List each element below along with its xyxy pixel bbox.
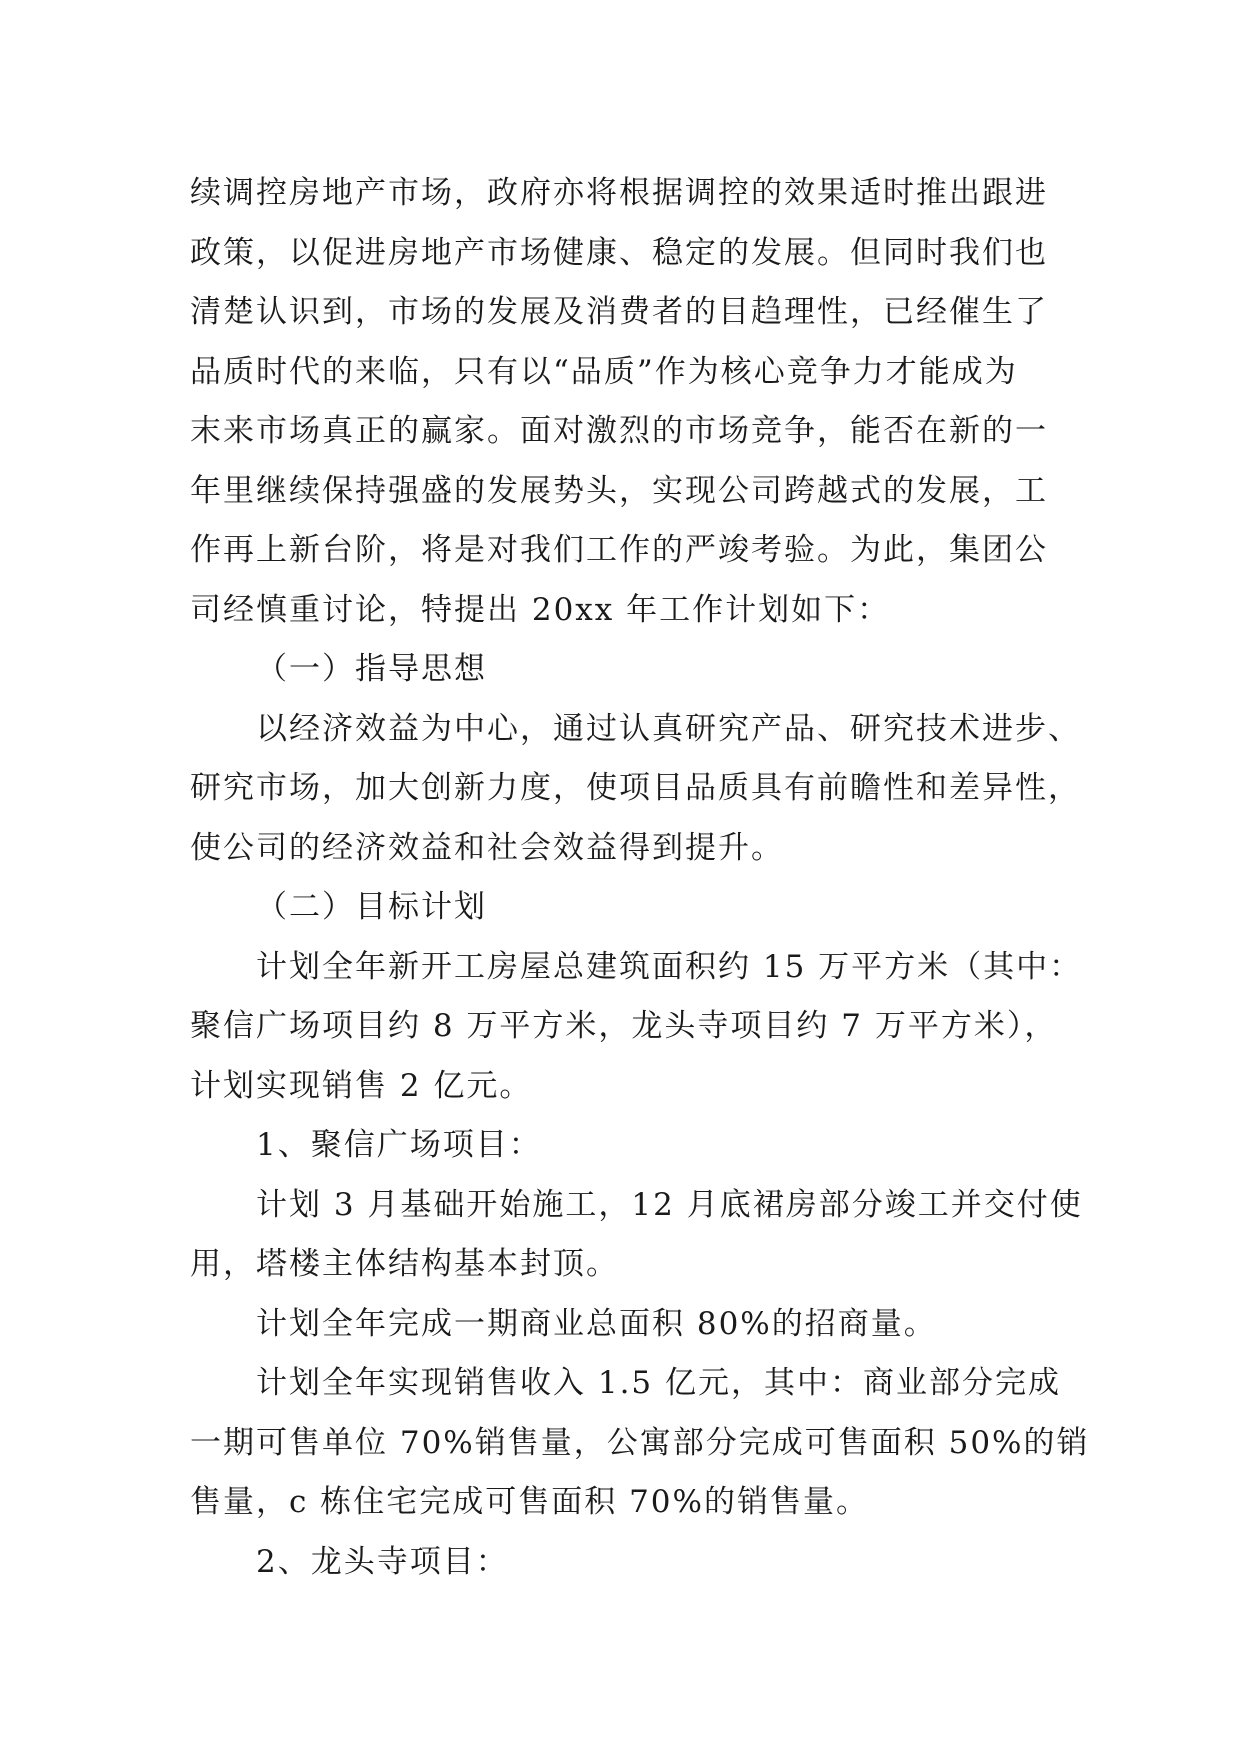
text-line: 年里继续保持强盛的发展势头，实现公司跨越式的发展，工 bbox=[190, 472, 1048, 509]
subheading-juxin-square: 1、聚信广场项目： bbox=[256, 1127, 542, 1163]
text-line: 清楚认识到，市场的发展及消费者的目趋理性，已经催生了 bbox=[190, 294, 1048, 330]
text-line: 聚信广场项目约 8 万平方米，龙头寺项目约 7 万平方米）， bbox=[190, 1008, 1058, 1044]
section-heading-guiding-ideology: （一）指导思想 bbox=[256, 651, 487, 687]
text-line: 品质时代的来临，只有以“品质”作为核心竞争力才能成为 bbox=[190, 353, 1018, 390]
text-line: 售量，c 栋住宅完成可售面积 70%的销售量。 bbox=[190, 1484, 869, 1520]
text-line: 计划 3 月基础开始施工，12 月底裙房部分竣工并交付使 bbox=[256, 1186, 1083, 1223]
text-line: 使公司的经济效益和社会效益得到提升。 bbox=[190, 829, 784, 866]
section-heading-target-plan: （二）目标计划 bbox=[256, 889, 487, 925]
subheading-longtousi: 2、龙头寺项目： bbox=[256, 1543, 509, 1580]
text-line: 研究市场，加大创新力度，使项目品质具有前瞻性和差异性， bbox=[190, 770, 1081, 806]
text-line: 政策，以促进房地产市场健康、稳定的发展。但同时我们也 bbox=[190, 234, 1048, 271]
text-line: 计划实现销售 2 亿元。 bbox=[190, 1067, 533, 1104]
text-line: 计划全年实现销售收入 1.5 亿元，其中：商业部分完成 bbox=[256, 1365, 1062, 1401]
text-line: 一期可售单位 70%销售量，公寓部分完成可售面积 50%的销 bbox=[190, 1424, 1090, 1461]
text-line: 计划全年新开工房屋总建筑面积约 15 万平方米（其中： bbox=[256, 948, 1083, 985]
text-line: 以经济效益为中心，通过认真研究产品、研究技术进步、 bbox=[256, 710, 1081, 747]
document-body bbox=[190, 164, 1090, 1592]
text-line: 司经慎重讨论，特提出 20xx 年工作计划如下： bbox=[190, 591, 891, 628]
text-line: 末来市场真正的赢家。面对激烈的市场竞争，能否在新的一 bbox=[190, 413, 1048, 449]
text-line: 作再上新台阶，将是对我们工作的严竣考验。为此，集团公 bbox=[190, 532, 1048, 568]
text-line: 续调控房地产市场，政府亦将根据调控的效果适时推出跟进 bbox=[190, 175, 1048, 211]
text-line: 计划全年完成一期商业总面积 80%的招商量。 bbox=[256, 1305, 937, 1342]
text-line: 用，塔楼主体结构基本封顶。 bbox=[190, 1246, 619, 1282]
